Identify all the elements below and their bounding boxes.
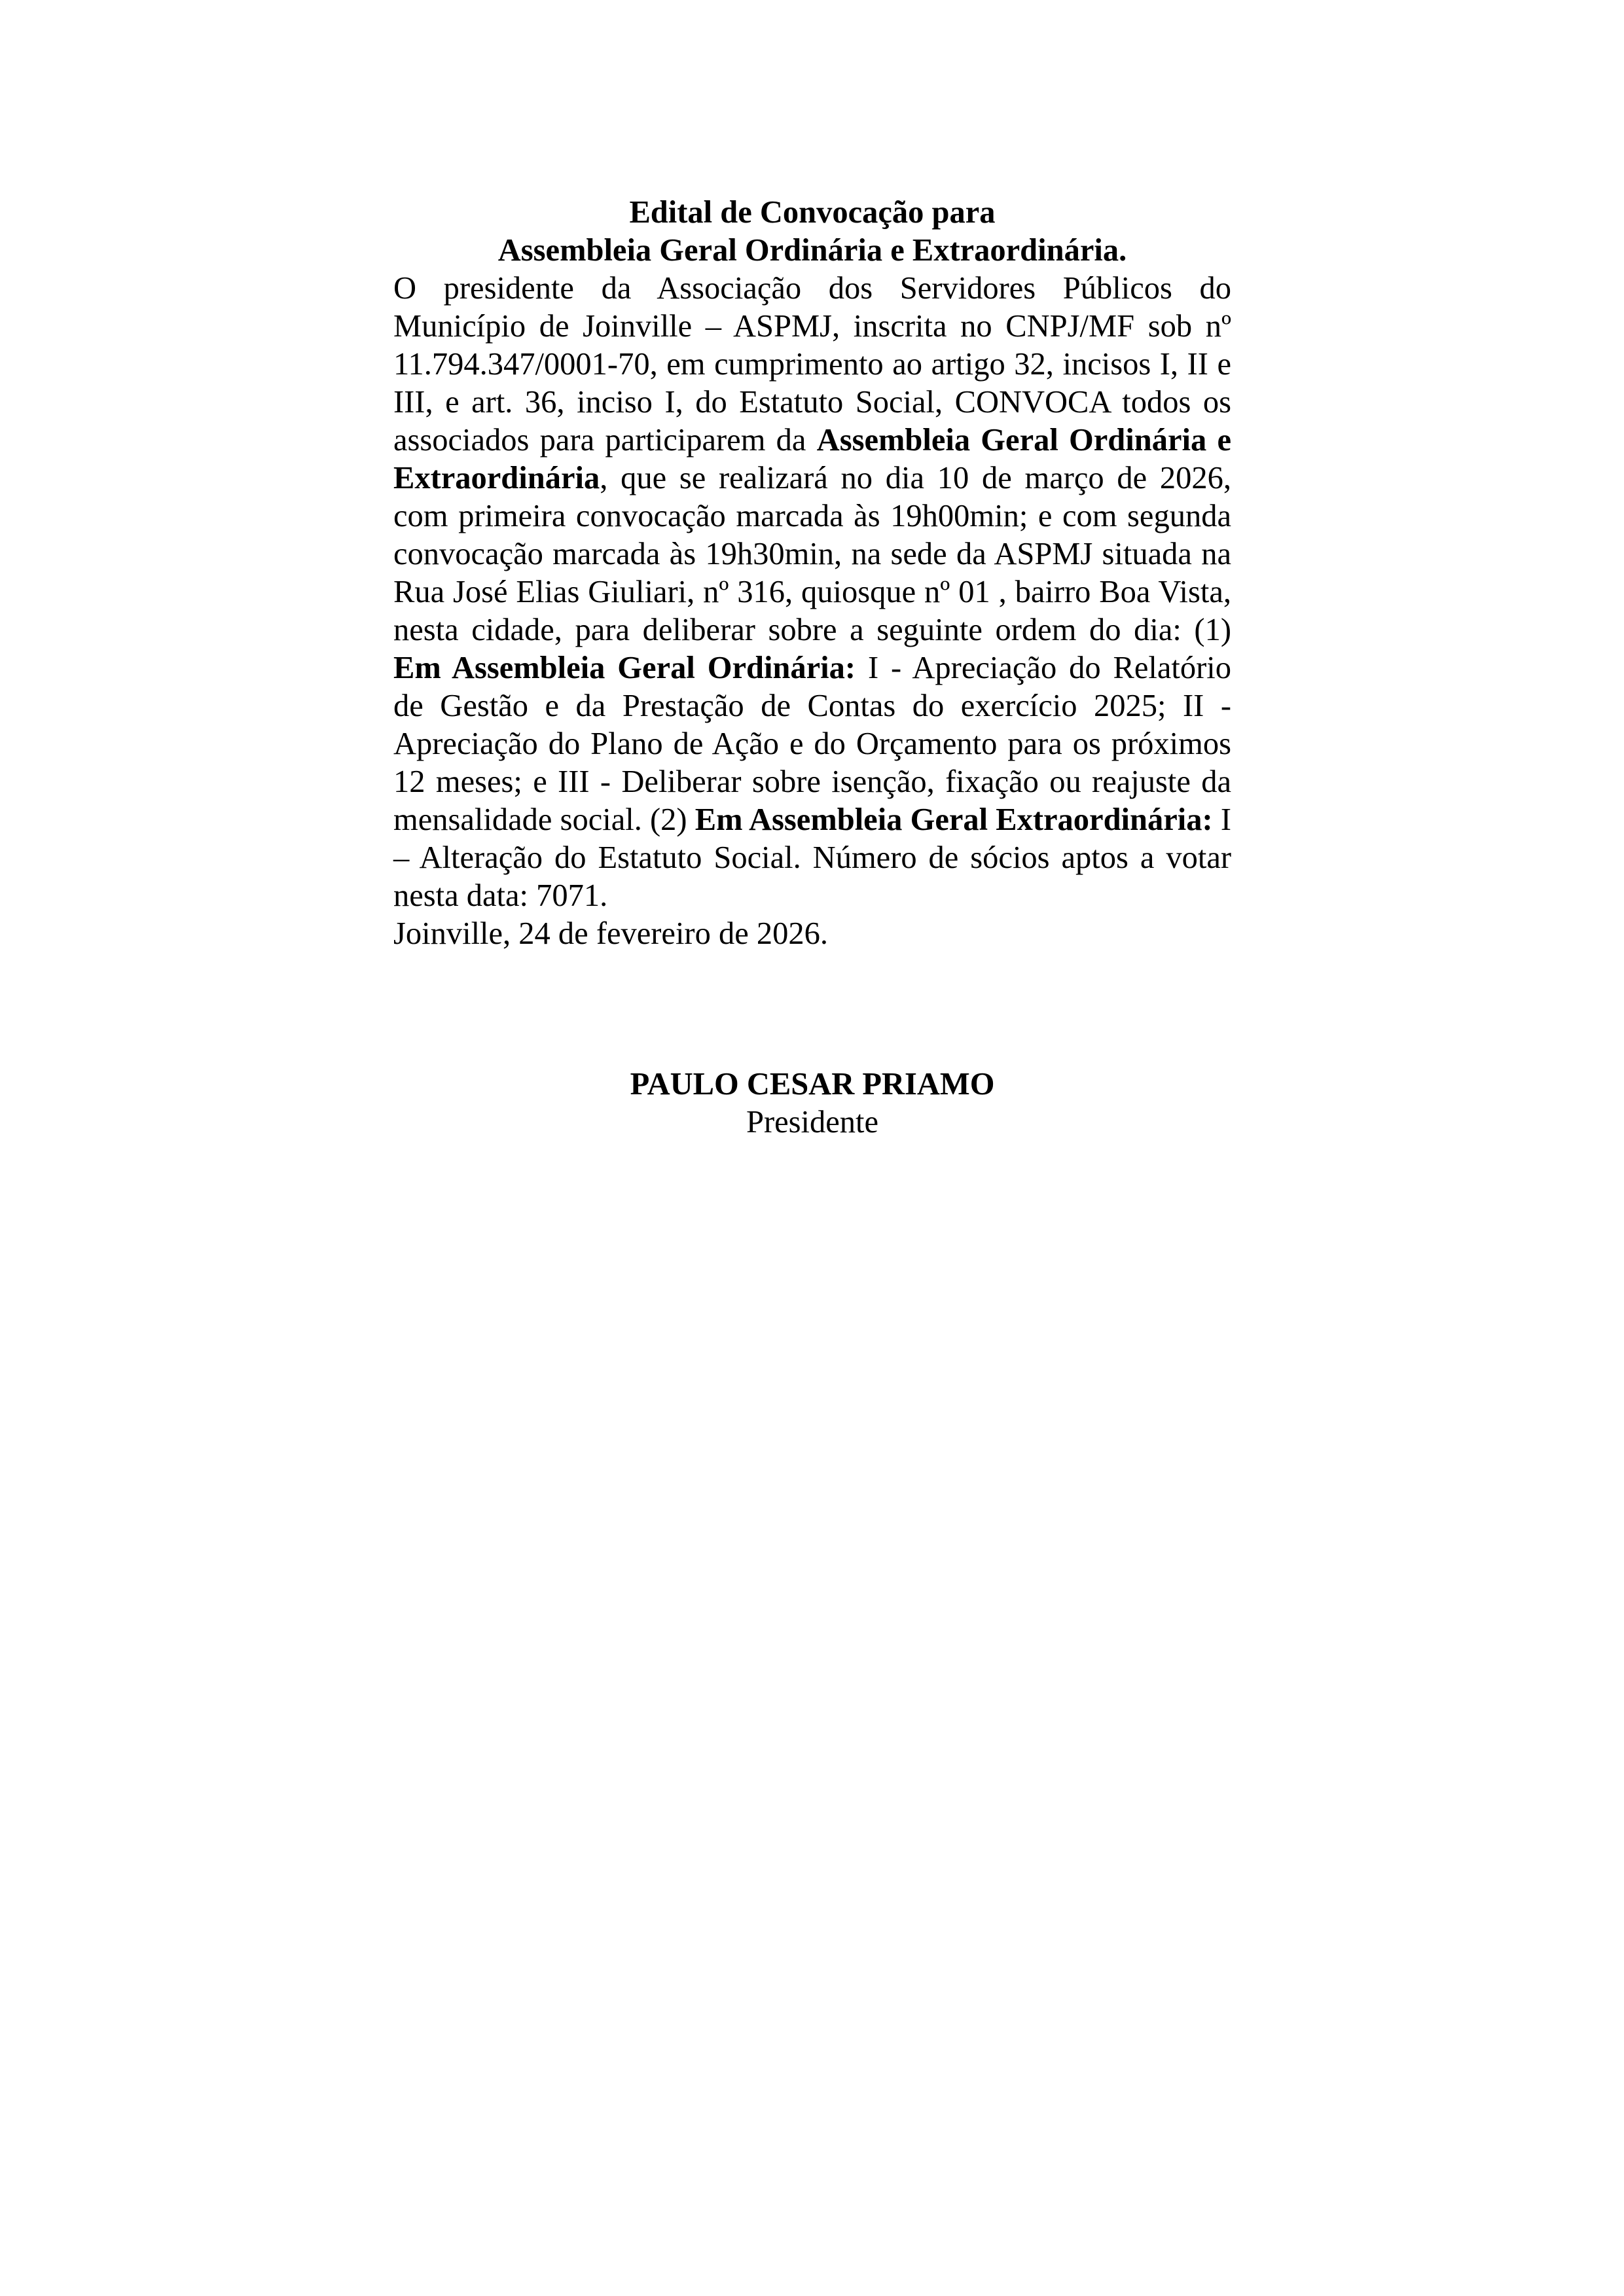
extraordinary-heading: Em Assembleia Geral Extraordinária: (695, 802, 1213, 837)
extraordinary-items: I – Alteração do Estatuto Social. Número de sócios aptos a votar nesta data: 7071. (393, 802, 1232, 913)
assembly-name: Assembleia Geral Ordinária e Extraordinária (393, 423, 1231, 495)
document-title-line-2: Assembleia Geral Ordinária e Extraordinária. (497, 233, 1127, 268)
signer-role: Presidente (746, 1105, 879, 1139)
place-date: Joinville, 24 de fevereiro de 2026. (393, 916, 828, 951)
signature-block (393, 1066, 1231, 1141)
ordinary-heading: Em Assembleia Geral Ordinária: (393, 651, 856, 685)
signer-name: PAULO CESAR PRIAMO (630, 1067, 995, 1102)
schedule-text: , que se realizará no dia 10 de março de 2026, com primeira convocação marcada às 19h00min; e com segunda convocação marcada às 19h30min, na sede da ASPMJ situada na Rua José Elias Giuliari, nº 316, quiosque nº 01 , bairro Boa Vista, nesta cidade, para deliberar sobre a seguinte ordem do dia: (1) (393, 461, 1231, 647)
edital-block (393, 194, 1231, 953)
convocation-paragraph (393, 270, 1231, 915)
ordinary-items: I - Apreciação do Relatório de Gestão e da Prestação de Contas do exercício 2025; II - Apreciação do Plano de Ação e do Orçamento para os próximos 12 meses; e III - Deliberar sobre isenção, fixação ou reajuste da mensalidade social. (2) (393, 651, 1231, 837)
intro-text: O presidente da Associação dos Servidores Públicos do Município de Joinville – ASPMJ, inscrita no CNPJ/MF sob nº 11.794.347/0001-70, em cumprimento ao artigo 32, incisos I, II e III, e art. 36, inciso I, do Estatuto Social, CONVOCA todos os associados para participarem da (393, 271, 1231, 457)
document-title-line-1: Edital de Convocação para (629, 195, 996, 230)
